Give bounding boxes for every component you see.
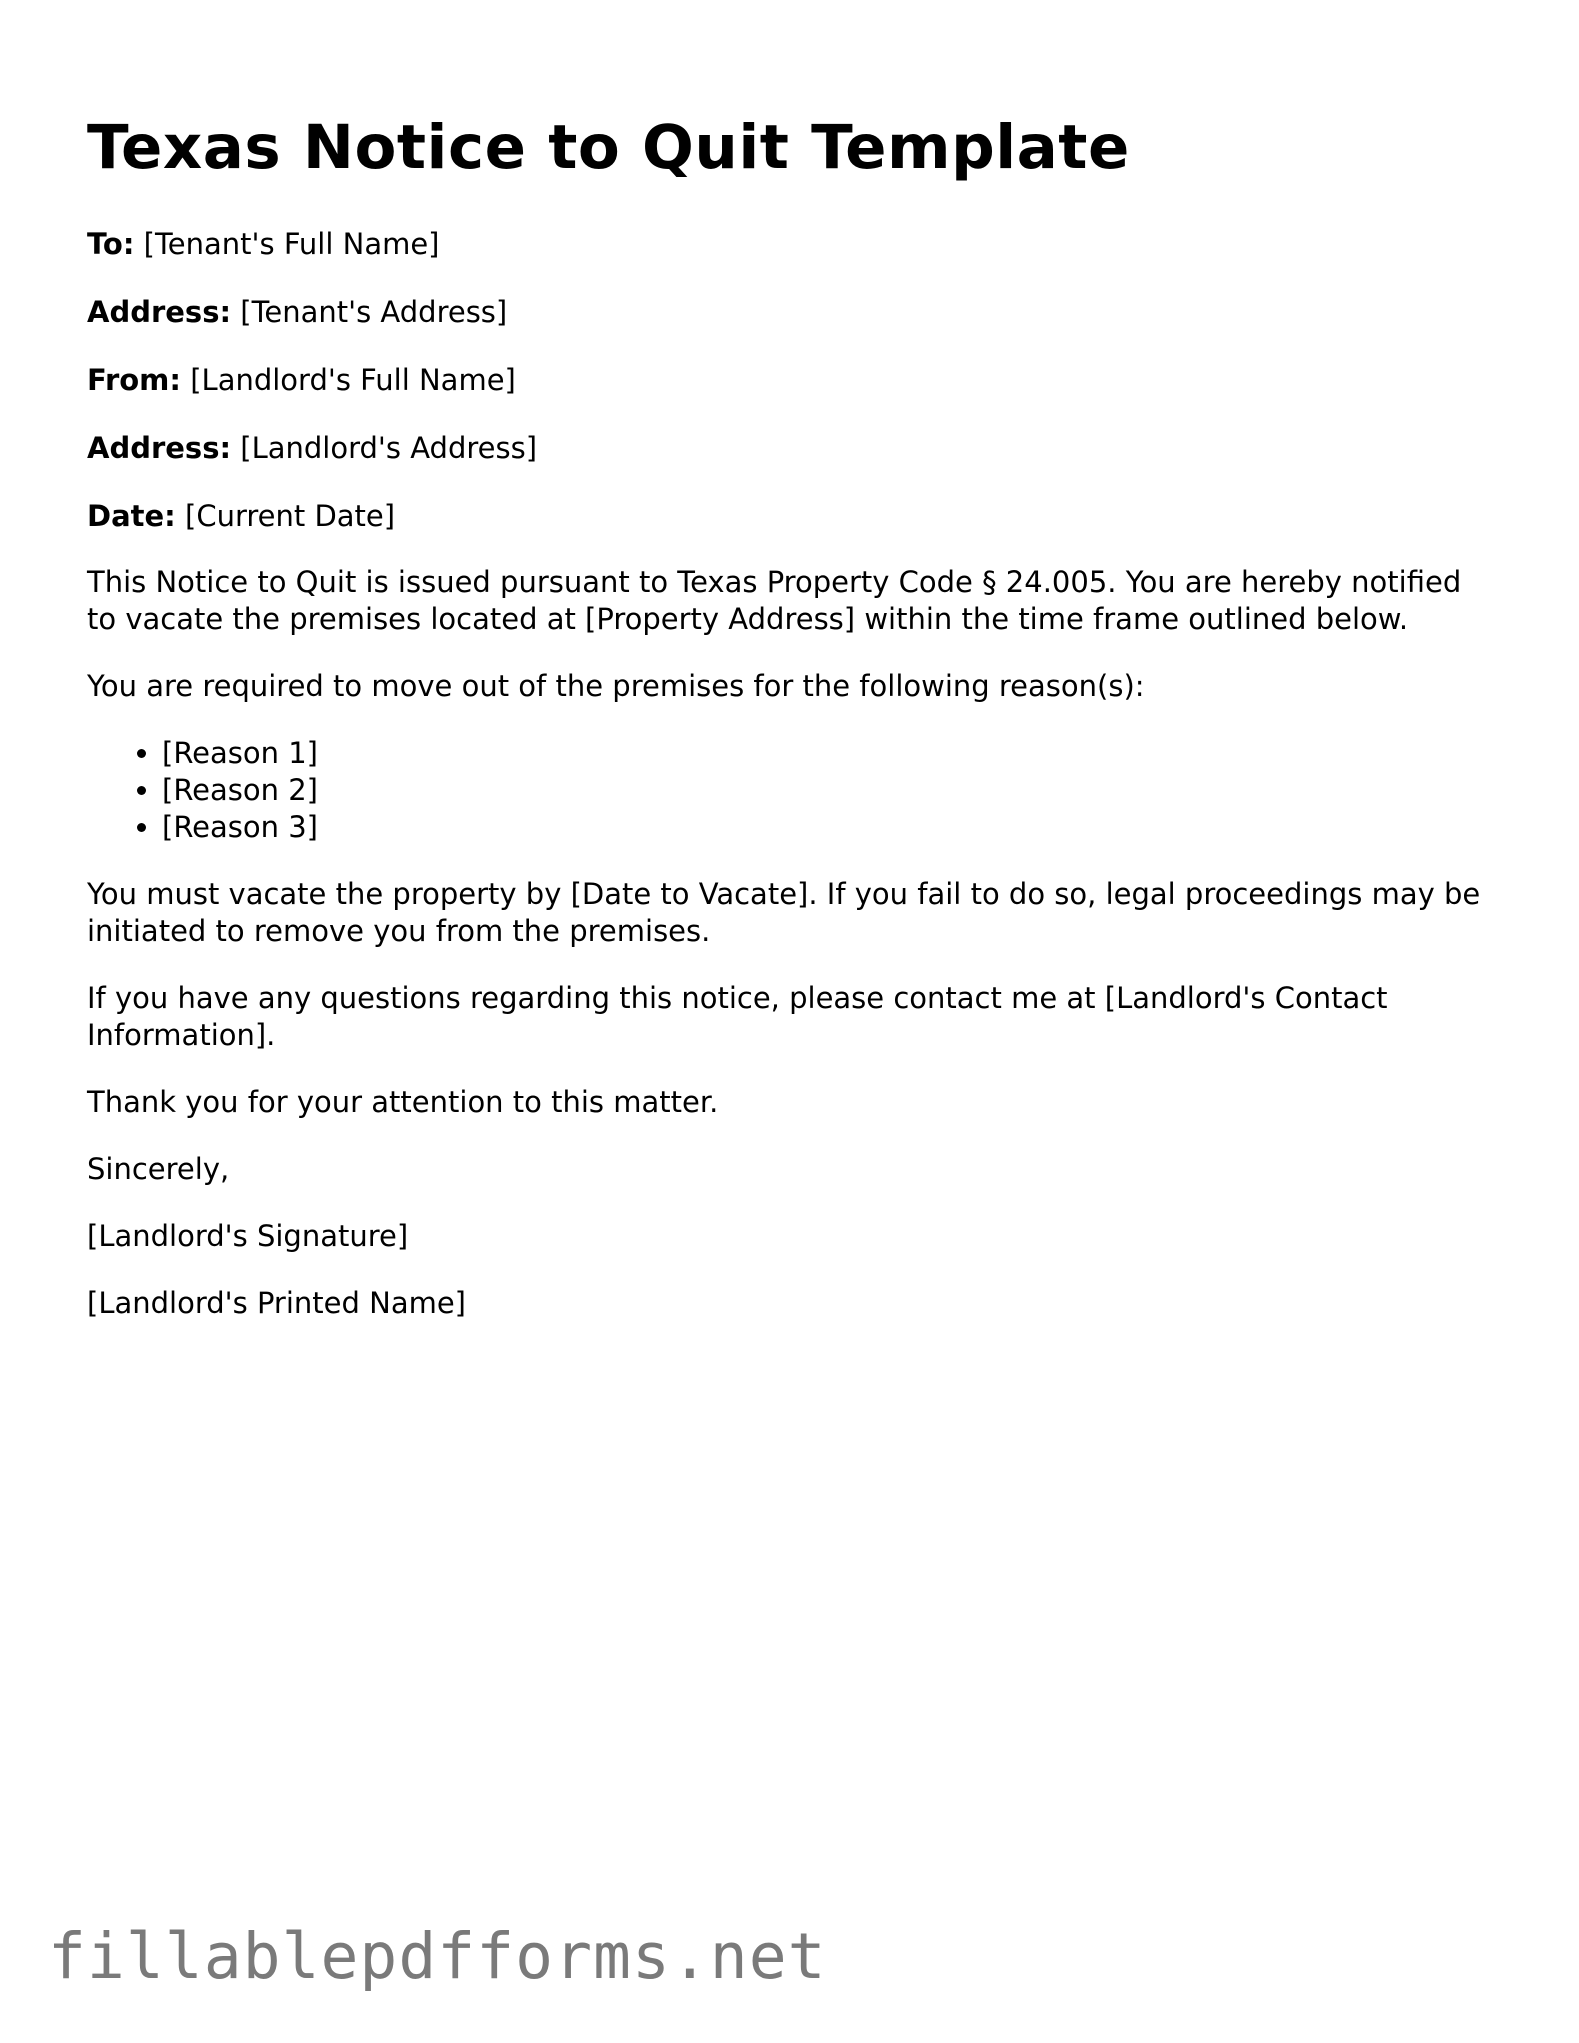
intro-paragraph: This Notice to Quit is issued pursuant to Texas Property Code § 24.005. You are hereby notified to vacate the premises located at [Property Address] within the time frame outlined below. (87, 565, 1462, 636)
from-label: From: (87, 363, 181, 397)
landlord-address-field (87, 428, 1507, 468)
tenant-address-label: Address: (87, 295, 232, 329)
list-item: • [Reason 1] (162, 735, 1507, 772)
to-field (87, 224, 1507, 264)
to-value: [Tenant's Full Name] (143, 227, 440, 261)
reasons-list (87, 735, 1507, 846)
watermark: fillablepdfforms.net (48, 1920, 827, 1993)
reasons-intro: You are required to move out of the premises for the following reason(s): (87, 669, 1145, 703)
contact-paragraph: If you have any questions regarding this notice, please contact me at [Landlord's Contact Information]. (87, 981, 1388, 1052)
date-value: [Current Date] (185, 499, 396, 533)
list-item: • [Reason 3] (162, 809, 1507, 846)
closing-line: Sincerely, (87, 1152, 230, 1186)
printed-name-line: [Landlord's Printed Name] (87, 1286, 466, 1320)
tenant-address-field (87, 292, 1507, 332)
from-field (87, 360, 1507, 400)
signature-line: [Landlord's Signature] (87, 1219, 409, 1253)
document-title: Texas Notice to Quit Template (87, 112, 1130, 183)
landlord-address-label: Address: (87, 431, 232, 465)
vacate-paragraph: You must vacate the property by [Date to Vacate]. If you fail to do so, legal proceedings may be initiated to remove you from the premises. (87, 877, 1481, 948)
tenant-address-value: [Tenant's Address] (240, 295, 508, 329)
landlord-address-value: [Landlord's Address] (240, 431, 538, 465)
to-label: To: (87, 227, 135, 261)
thanks-line: Thank you for your attention to this matter. (87, 1085, 719, 1119)
document-page (87, 108, 1507, 1352)
from-value: [Landlord's Full Name] (190, 363, 516, 397)
date-field (87, 496, 1507, 536)
date-label: Date: (87, 499, 176, 533)
list-item: • [Reason 2] (162, 772, 1507, 809)
